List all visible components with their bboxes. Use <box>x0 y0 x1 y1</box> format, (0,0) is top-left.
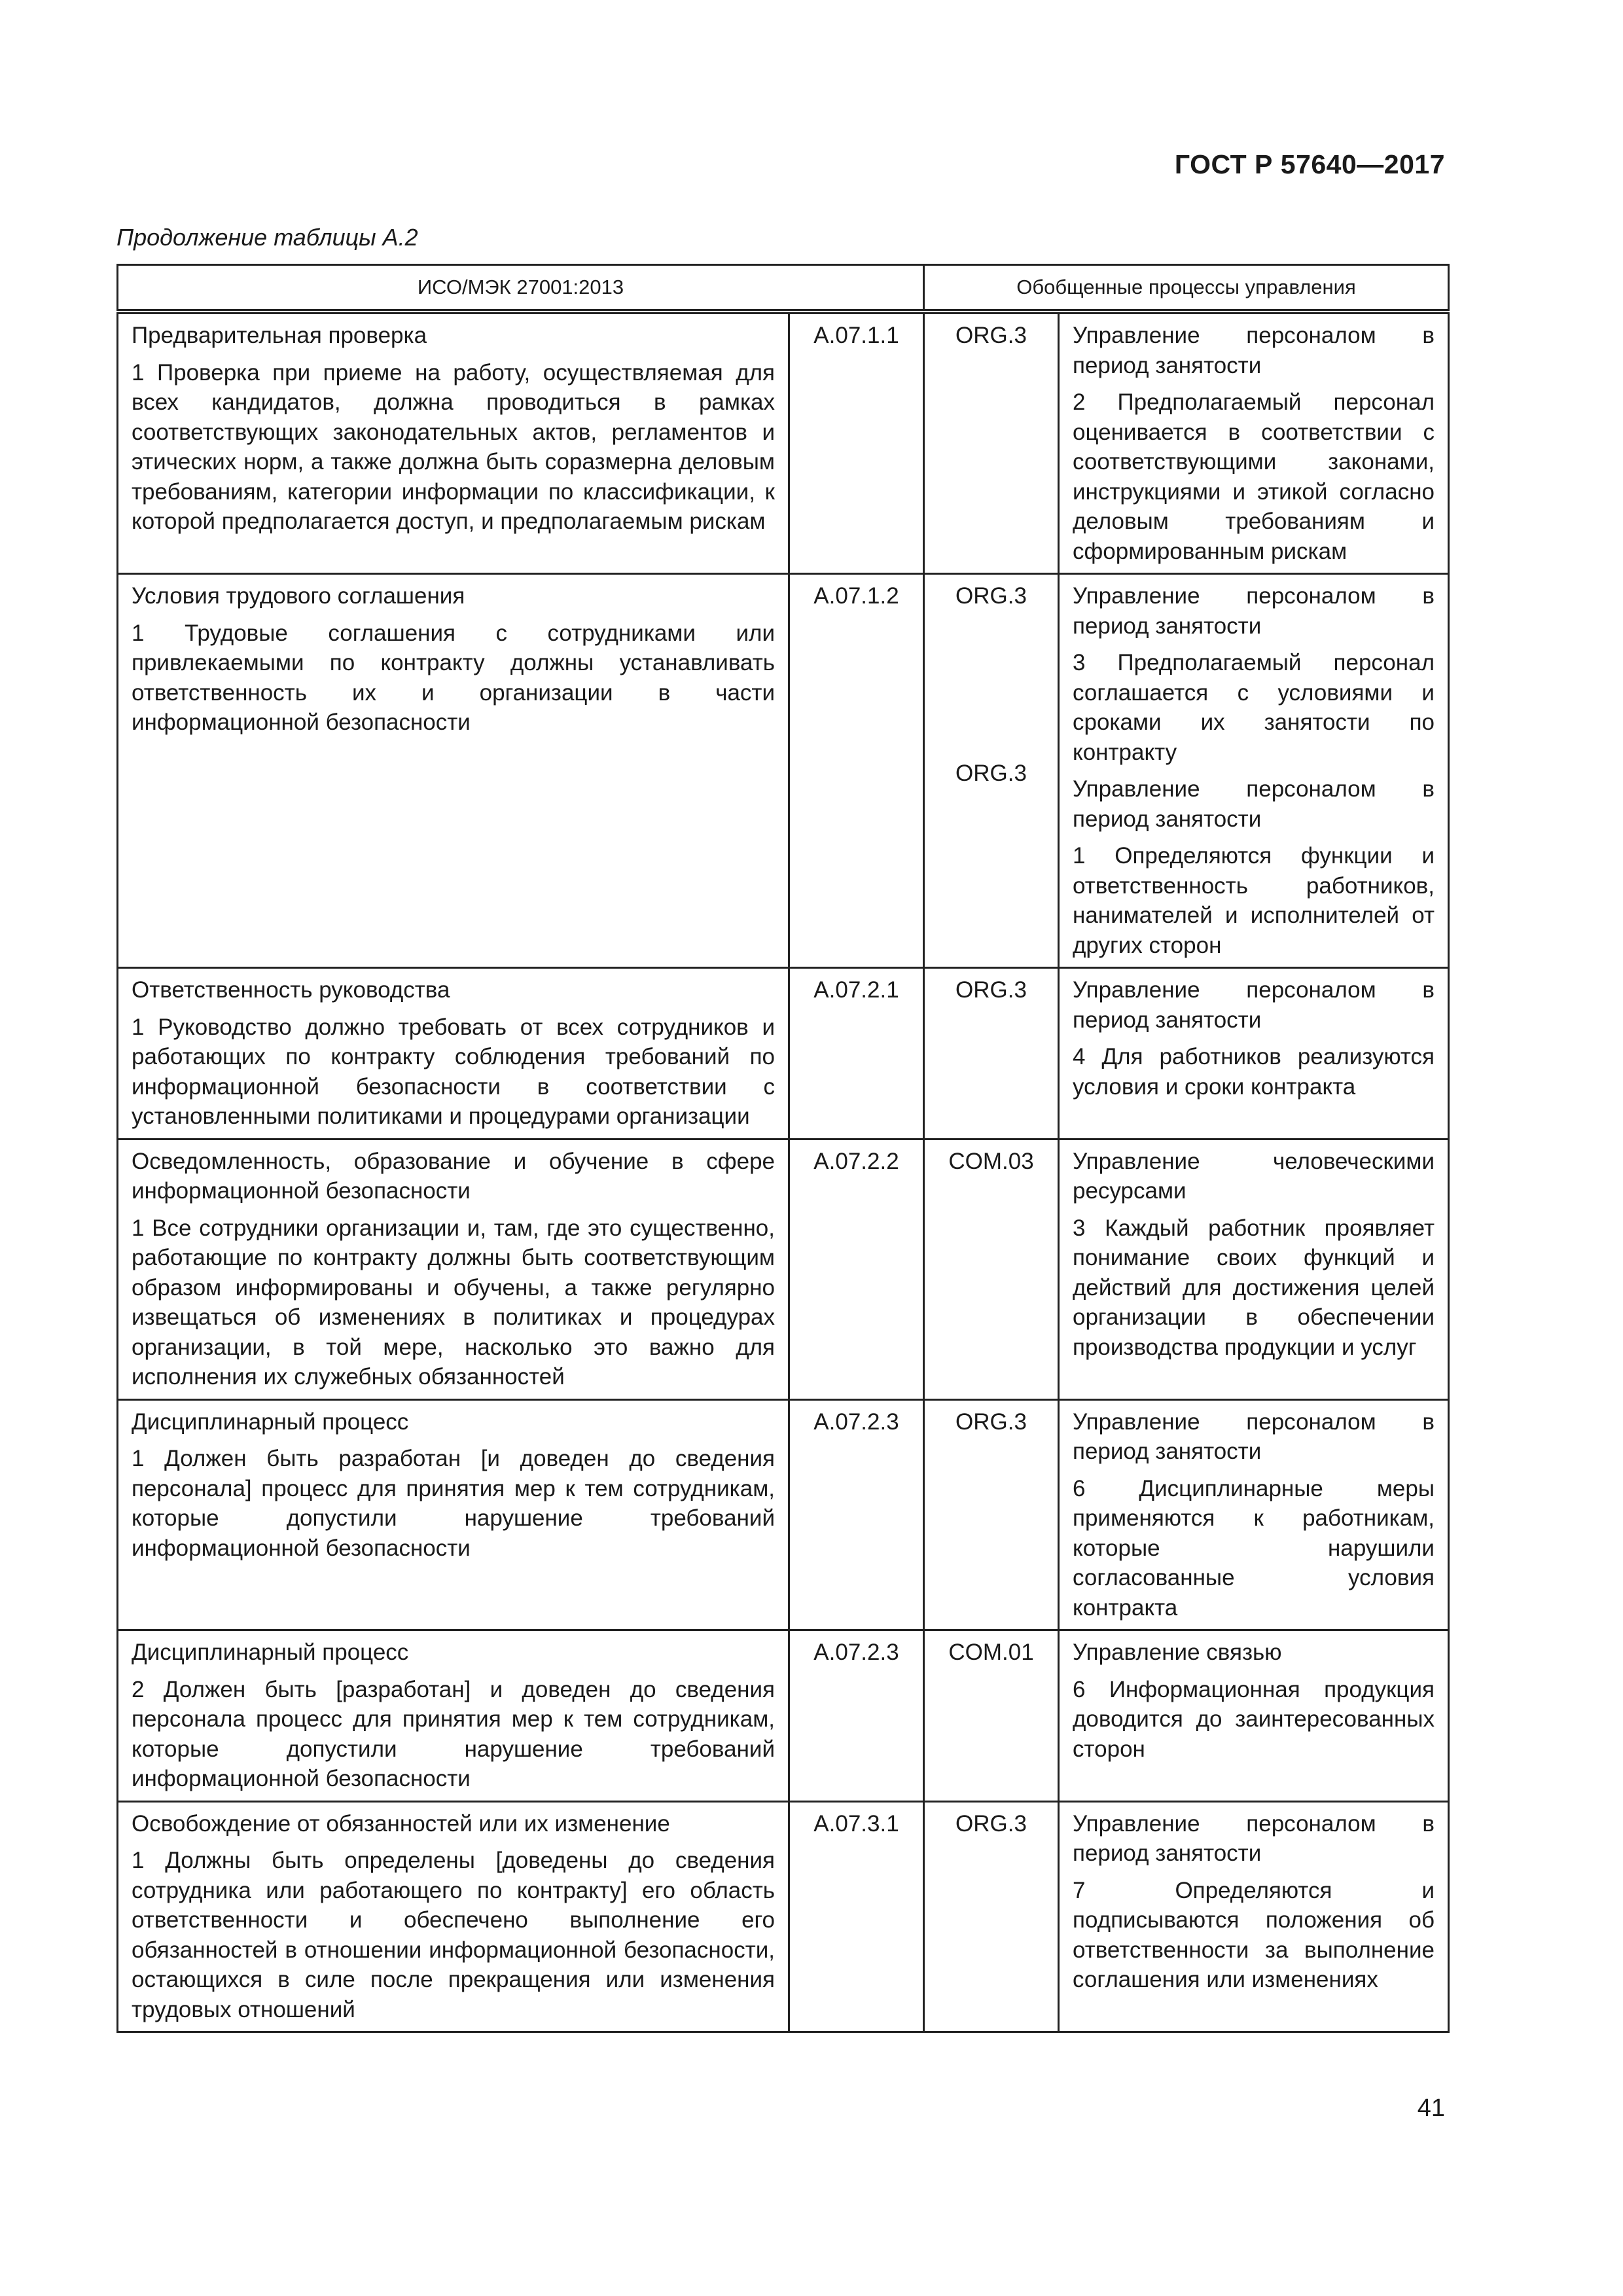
process-cell <box>1059 574 1449 968</box>
table-row <box>118 1399 1449 1630</box>
process-id: COM.03 <box>948 1148 1034 1174</box>
process-name: Управление персоналом в период занятости <box>1073 1810 1435 1866</box>
process-detail: 3 Предполагаемый персонал соглашается с условиями и сроками их занятости по контракту <box>1073 650 1435 765</box>
control-cell <box>118 1630 789 1802</box>
process-detail: 3 Каждый работник проявляет понимание своих функций и действий для достижения целей организации в обеспечении производства продукции и услуг <box>1073 1215 1435 1360</box>
process-id-cell <box>924 968 1059 1139</box>
control-text: 1 Трудовые соглашения с сотрудниками или привлекаемыми по контракту должны устанавливать ответственность их и организации в части информационной безопасности <box>132 620 775 735</box>
process-name: Управление персоналом в период занятости <box>1073 323 1435 378</box>
control-cell <box>118 1399 789 1630</box>
process-cell <box>1059 1139 1449 1399</box>
table-row <box>118 1630 1449 1802</box>
control-text: 1 Руководство должно требовать от всех сотрудников и работающих по контракту соблюдения требований по информационной безопасности в соответствии с установленными политиками и процедурами организации <box>132 1014 775 1129</box>
process-cell <box>1059 1801 1449 2032</box>
process-id-cell <box>924 1139 1059 1399</box>
standard-designation: ГОСТ Р 57640—2017 <box>1174 149 1445 179</box>
control-text: 1 Все сотрудники организации и, там, где это существенно, работающие по контракту должны быть соответствующим образом информированы и обучены, а также регулярно извещаться об изменениях в политиках и процедурах организации, в той мере, насколько это важно для исполнения их служебных обязанностей <box>132 1215 775 1390</box>
control-code: A.07.1.1 <box>789 312 924 574</box>
control-code: A.07.1.2 <box>789 574 924 968</box>
control-cell <box>118 1139 789 1399</box>
process-name: Управление персоналом в период занятости <box>1073 776 1435 832</box>
process-detail: 7 Определяются и подписываются положения об ответственности за выполнение соглашения или изменениях <box>1073 1877 1435 1992</box>
table-row <box>118 1801 1449 2032</box>
table-row <box>118 968 1449 1139</box>
process-detail: 6 Дисциплинарные меры применяются к работникам, которые нарушили согласованные условия контракта <box>1073 1475 1435 1621</box>
header-iso: ИСО/МЭК 27001:2013 <box>118 265 924 312</box>
control-cell <box>118 968 789 1139</box>
process-id: ORG.3 <box>955 977 1027 1003</box>
process-id: ORG.3 <box>955 1408 1027 1435</box>
process-name: Управление связью <box>1073 1640 1282 1665</box>
process-detail: 2 Предполагаемый персонал оценивается в соответствии с соответствующими законами, инструкциями и этикой согласно деловым требованиям и сформированным рискам <box>1073 389 1435 564</box>
process-cell <box>1059 968 1449 1139</box>
table-row <box>118 1139 1449 1399</box>
process-detail: 6 Информационная продукция доводится до заинтересованных сторон <box>1073 1676 1435 1762</box>
process-cell <box>1059 312 1449 574</box>
process-id-cell <box>924 1801 1059 2032</box>
control-title: Условия трудового соглашения <box>132 583 465 609</box>
process-id-cell <box>924 574 1059 968</box>
process-name: Управление персоналом в период занятости <box>1073 977 1435 1033</box>
mapping-table <box>116 264 1450 2033</box>
control-cell <box>118 1801 789 2032</box>
control-title: Дисциплинарный процесс <box>132 1408 409 1435</box>
process-detail: 4 Для работников реализуются условия и сроки контракта <box>1073 1044 1435 1100</box>
process-detail: 1 Определяются функции и ответственность работников, нанимателей и исполнителей от других сторон <box>1073 843 1435 958</box>
control-text: 1 Должен быть разработан [и доведен до сведения персонала] процесс для принятия мер к тем сотрудникам, которые допустили нарушение требований информационной безопасности <box>132 1446 775 1561</box>
control-title: Освобождение от обязанностей или их изменение <box>132 1810 670 1837</box>
control-title: Предварительная проверка <box>132 323 427 348</box>
process-name: Управление человеческими ресурсами <box>1073 1148 1435 1204</box>
control-text: 1 Должны быть определены [доведены до сведения сотрудника или работающего по контракту] его область ответственности и обеспечено выполнение его обязанностей в отношении информационной безопасности, остающихся в силе после прекращения или изменения трудовых отношений <box>132 1848 775 2022</box>
control-title: Дисциплинарный процесс <box>132 1640 409 1665</box>
process-id: COM.01 <box>948 1640 1034 1665</box>
process-cell <box>1059 1630 1449 1802</box>
control-cell <box>118 312 789 574</box>
process-name: Управление персоналом в период занятости <box>1073 583 1435 639</box>
process-id: ORG.3 <box>955 1810 1027 1837</box>
table-row <box>118 574 1449 968</box>
control-code: A.07.2.1 <box>789 968 924 1139</box>
table-row <box>118 312 1449 574</box>
control-code: A.07.3.1 <box>789 1801 924 2032</box>
table-header-row <box>118 265 1449 312</box>
control-title: Осведомленность, образование и обучение в сфере информационной безопасности <box>132 1148 775 1204</box>
process-id-cell <box>924 1630 1059 1802</box>
process-name: Управление персоналом в период занятости <box>1073 1408 1435 1464</box>
control-code: A.07.2.3 <box>789 1399 924 1630</box>
control-text: 2 Должен быть [разработан] и доведен до сведения персонала процесс для принятия мер к тем сотрудникам, которые допустили нарушение требований информационной безопасности <box>132 1676 775 1791</box>
process-id: ORG.3 <box>955 323 1027 348</box>
process-id: ORG.3 <box>955 583 1027 609</box>
header-processes: Обобщенные процессы управления <box>924 265 1449 312</box>
table-caption: Продолжение таблицы А.2 <box>116 224 418 251</box>
control-cell <box>118 574 789 968</box>
control-code: A.07.2.2 <box>789 1139 924 1399</box>
page-number: 41 <box>1417 2094 1445 2122</box>
control-code: A.07.2.3 <box>789 1630 924 1802</box>
control-title: Ответственность руководства <box>132 977 450 1003</box>
process-id: ORG.3 <box>955 760 1027 786</box>
process-cell <box>1059 1399 1449 1630</box>
control-text: 1 Проверка при приеме на работу, осуществляемая для всех кандидатов, должна проводиться в рамках соответствующих законодательных актов, регламентов и этических норм, а также должна быть соразмерна деловым требованиям, категории информации по классификации, к которой предполагается доступ, и предполагаемым рискам <box>132 359 775 534</box>
process-id-cell <box>924 312 1059 574</box>
process-id-cell <box>924 1399 1059 1630</box>
